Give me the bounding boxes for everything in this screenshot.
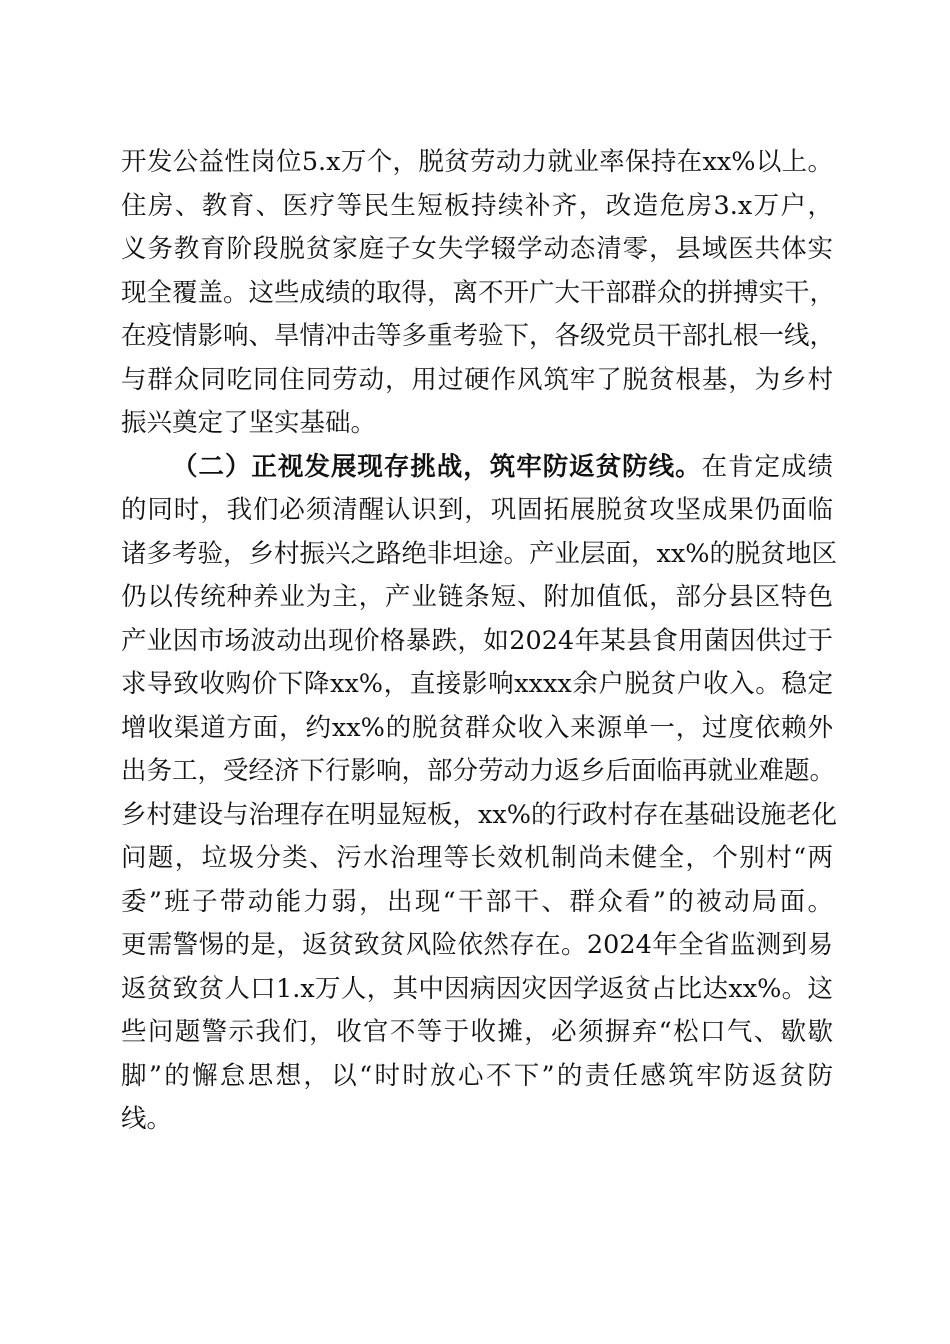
text-line: 住房、教育、医疗等民生短板持续补齐，改造危房3.x万户， [121, 190, 833, 221]
text-line: 在疫情影响、旱情冲击等多重考验下，各级党员干部扎根一线， [121, 321, 836, 351]
text-line: 与群众同吃同住同劳动，用过硬作风筑牢了脱贫根基，为乡村 [121, 364, 833, 395]
text-line: 脚”的懈怠思想，以“时时放心不下”的责任感筑牢防返贫防 [121, 1060, 833, 1091]
text-line: 现全覆盖。这些成绩的取得，离不开广大干部群众的拼搏实干， [121, 277, 836, 308]
section-heading-line [121, 446, 833, 490]
text-line: 仍以传统种养业为主，产业链条短、附加值低，部分县区特色 [121, 582, 833, 612]
text-line: 返贫致贫人口1.x万人，其中因病因灾因学返贫占比达xx%。这 [121, 973, 833, 1004]
text-line: 出务工，受经济下行影响，部分劳动力返乡后面临再就业难题。 [121, 756, 836, 786]
text-line: 乡村建设与治理存在明显短板，xx%的行政村存在基础设施老化 [121, 799, 837, 830]
text-line: 委”班子带动能力弱，出现“干部干、群众看”的被动局面。 [121, 886, 833, 917]
text-line: 问题，垃圾分类、污水治理等长效机制尚未健全，个别村“两 [121, 843, 833, 873]
text-run: 在肯定成绩 [701, 451, 833, 482]
text-line: 些问题警示我们，收官不等于收摊，必须摒弃“松口气、歇歇 [121, 1017, 833, 1047]
text-line: 求导致收购价下降xx%，直接影响xxxx余户脱贫户收入。稳定 [121, 669, 833, 699]
text-line: 增收渠道方面，约xx%的脱贫群众收入来源单一，过度依赖外 [121, 712, 833, 743]
paragraph-challenges [121, 446, 837, 1142]
paragraph-achievements [121, 141, 836, 446]
text-line: 更需警惕的是，返贫致贫风险依然存在。2024年全省监测到易 [121, 930, 833, 960]
text-line: 诸多考验，乡村振兴之路绝非坦途。产业层面，xx%的脱贫地区 [121, 538, 837, 569]
text-line: 振兴奠定了坚实基础。 [121, 408, 377, 438]
text-line: 产业因市场波动出现价格暴跌，如2024年某县食用菌因供过于 [121, 625, 833, 656]
text-line: 开发公益性岗位5.x万个，脱贫劳动力就业率保持在xx%以上。 [121, 147, 833, 177]
text-line: 线。 [121, 1104, 173, 1134]
text-line: 的同时，我们必须清醒认识到，巩固拓展脱贫攻坚成果仍面临 [121, 495, 833, 525]
body-text [121, 141, 837, 1142]
text-line: 义务教育阶段脱贫家庭子女失学辍学动态清零，县域医共体实 [121, 234, 833, 264]
section-heading: （二）正视发展现存挑战，筑牢防返贫防线。 [172, 451, 702, 482]
